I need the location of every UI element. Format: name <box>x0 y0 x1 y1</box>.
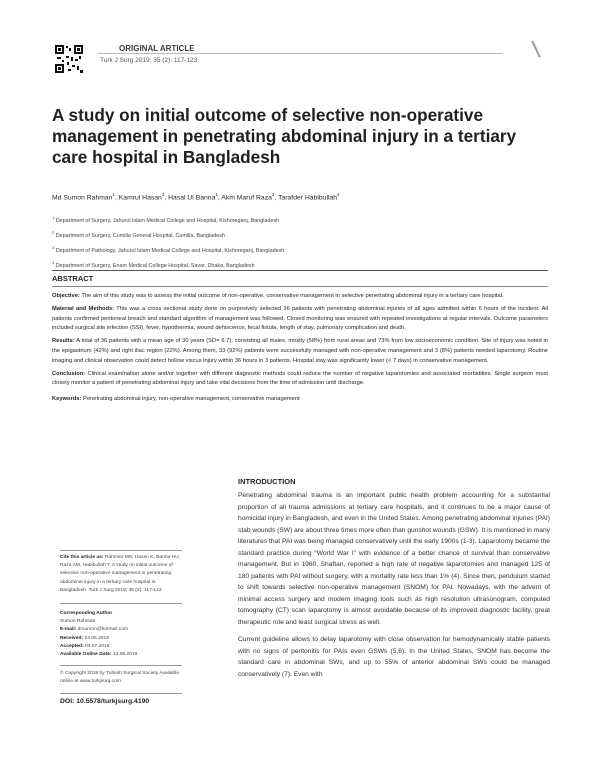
affiliation: $^3$ Department of Pathology, Jahurul Islam Medical College and Hospital, Kishoreganj, Bangladesh <box>52 245 285 254</box>
copyright-note: © Copyright 2019 by Turkish Surgical Society Available online at www.turkjsurg.com <box>60 671 180 685</box>
paper-title: A study on initial outcome of selective non-operative management in penetrating abdominal injury in a tertiary care hospital in Bangladesh <box>52 105 517 167</box>
sidebar-divider <box>60 693 182 694</box>
author-list: Md Sumon Rahman$^1$, Kamrul Hasan$^2$, Hasal Ul Banna$^1$, Akm Maruf Raza$^3$, Tarafder Habibullah$^4$ <box>52 192 340 202</box>
abstract-divider <box>52 286 548 287</box>
article-type: ORIGINAL ARTICLE <box>119 44 195 53</box>
citation-note: Cite this article as: Rahman MS, Hasan K, Banna HU, Raza AM, Habibullah T. A study on initial outcome of selective non-operative management in penetrating abdominal injury in a tertiary care hospital in Bangladesh. Turk J Surg 2019; 35 (2): 117-123 <box>60 555 181 593</box>
received-date: Received: 24.05.2018 <box>60 635 109 641</box>
abstract-top-rule <box>52 270 548 271</box>
doi-link[interactable]: 10.5578/turkjsurg.4190 <box>76 697 150 705</box>
qr-code-icon <box>54 44 84 74</box>
doi-line: DOI: 10.5578/turkjsurg.4190 <box>60 697 150 705</box>
abstract-heading: ABSTRACT <box>52 274 94 283</box>
email-link[interactable]: drsumon@hotmail.com <box>77 627 129 633</box>
abstract-methods: Material and Methods: This was a cross sectional study done on purposively selected 36 patients with penetrating abdominal injuries of all ages admitted within 6 hours of the incident. All patients confirmed peritoneal breach and standard algorithm of management was followed. Closed monitoring was ensured with repeated investigations at regular intervals. Outcome parameters included surgical site infection (SSI), fever, hypothermia, wound dehiscence, fecal fistula, length of stay, pulmonary complication and death. <box>52 306 548 332</box>
abstract-keywords: Keywords: Penetrating abdominal injury, non-operative management, conservative management <box>52 395 300 402</box>
header-divider <box>98 53 503 54</box>
sidebar-divider <box>60 603 182 604</box>
affiliation: $^1$ Department of Surgery, Jahurul Islam Medical College and Hospital, Kishoreganj, Bangladesh <box>52 215 280 224</box>
author: Md Sumon Rahman <box>52 194 113 202</box>
sidebar-divider <box>60 665 182 666</box>
author-aff: 1 <box>215 192 218 197</box>
affiliation: $^4$ Department of Surgery, Enam Medical College Hospital, Savar, Dhaka, Bangladesh <box>52 260 255 269</box>
introduction-heading: INTRODUCTION <box>238 477 296 486</box>
author: Hasal Ul Banna <box>168 194 216 202</box>
abstract-conclusion: Conclusion: Clinical examination alone and/or together with different diagnostic methods could reduce the number of negative laparotomies and associated morbidities. Single surgeon must closely monitor a patient of penetrating abdominal injury and take vital decisions from the time of admission until discharge. <box>52 370 548 387</box>
accepted-date: Accepted: 03.07.2018 <box>60 643 110 649</box>
author-aff: 4 <box>337 192 340 197</box>
abstract-body <box>52 292 548 408</box>
author-aff: 2 <box>161 192 165 197</box>
intro-paragraph: Current guideline allows to delay laparotomy with close observation for hemodynamically stable patients with no signs of peritonitis for PAIs even GSWs (5,6). In the United States, SNOM has become the standard care in abdominal SWs, and up to 55% of anterior abdominal SWs could be managed conservatively (7). Even with <box>238 636 550 678</box>
affiliation-list <box>52 212 552 272</box>
email-line: E-mail: drsumon@hotmail.com <box>60 627 129 633</box>
abstract-objective: Objective: The aim of this study was to assess the initial outcome of non-operative, conservative management in selective penetrating abdominal injury in a tertiary care hospital. <box>52 293 504 299</box>
author-aff: 1 <box>112 192 115 197</box>
author: Akm Maruf Raza <box>221 194 272 202</box>
sidebar-rule <box>60 550 182 551</box>
corresponding-author-name: Sumon Rahman <box>60 619 96 625</box>
journal-citation: Turk J Surg 2019; 35 (2): 117-123 <box>100 57 198 64</box>
abstract-results: Results: A total of 36 patients with a mean age of 30 years (SD= 6.7), consisting all males, mostly (58%) from rural areas and 73% from low socioeconomic condition. Site of injury was noted in the epigastrium (42%) and right iliac region (22%). Among them, 33 (92%) patients were successfully managed with non-operative management and 3 (8%) patients needed laparotomy. Routine imaging and clinical observation could detect hollow viscus injury within 36 hours in 3 patients. Hospital stay was significantly lower (< 7 days) in conservative management. <box>52 338 549 364</box>
author-aff: 3 <box>271 192 275 197</box>
author: Tarafder Habibullah <box>278 194 338 202</box>
sidebar-info <box>60 554 182 706</box>
corner-mark <box>531 40 540 57</box>
author: Kamrul Hasan <box>118 194 162 202</box>
intro-paragraph: Penetrating abdominal trauma is an important public health problem accounting for a substantial proportion of all trauma admissions at tertiary care hospitals, and it continues to be a major cause of homicidal injury in Bangladesh, and even in the United States. Among penetrating abdominal injuries (PAI) stab wounds (SW) are about three times more often than gunshot wounds (GSW). It is mentioned in many literatures that PAI was being managed conservatively until the early 1900s (1-3). Laparotomy became the standard practice during “World War I” with evidence of a better chance of survival than conservative management. But in 1960, Shaftan, reported a high rate of negative laparotomies and managed 125 of 180 patients with PAI without surgery, with a mortality rate less than 1% (4). Since then, pendulum started to shift towards selective non-operative management (SNOM) for PAI. Nowadays, with the advent of minimal access surgery and modern imaging tools such as high resolution ultrasonogram, computed tomography (CT) scan laparotomy is almost avoidable because of its improved diagnostic facility, great therapeutic role and least surgical stress as well. <box>238 492 550 626</box>
introduction-body <box>238 490 550 686</box>
online-date: Available Online Date: 13.06.2019 <box>60 652 138 658</box>
affiliation: $^2$ Department of Surgery, Cumilla General Hospital, Cumilla, Bangladesh <box>52 230 225 239</box>
corresponding-author-label: Corresponding Author <box>60 611 113 617</box>
